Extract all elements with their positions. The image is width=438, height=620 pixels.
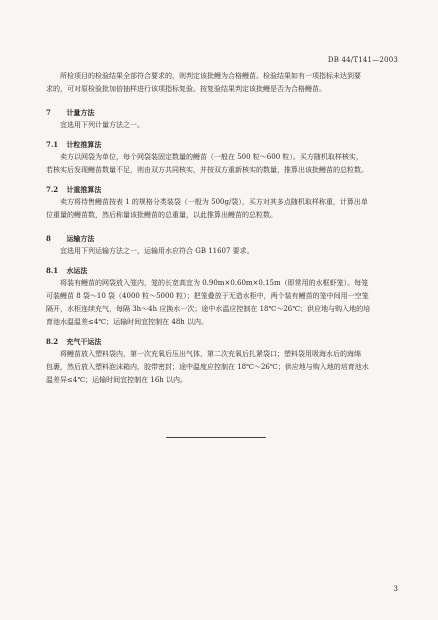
section-8-1-heading [46,264,396,277]
section-title: 计粒推算法 [66,140,102,149]
paragraph-line: 宜选用下列运输方法之一，运输用水应符合 GB 11607 要求。 [60,247,254,255]
paragraph-line: 位重量的鳗苗数，然后称量该批鳗苗的总重量，以此推算出鳗苗的总粒数。 [46,211,277,219]
paragraph-line: 将装有鳗苗的网袋放入笼内，笼的长宽高宜为 0.90m×0.60m×0.15m（即常用的水框虾笼）。每笼 [60,279,369,287]
section-8-heading [46,232,396,245]
section-number: 7.2 [46,185,59,194]
paragraph-line: 可装鳗苗 8 袋～10 袋（4000 粒～5000 粒）；把笼叠放于无造水柜中，两个装有鳗苗的笼中间用一空笼 [46,292,369,300]
document-body [46,70,396,387]
section-number: 8.2 [46,337,59,346]
end-divider [166,437,266,438]
paragraph-line: 隔开，水柜连续充气，每隔 3h～4h 应换水一次；途中水温应控制在 18℃～26℃；供应地与购入地的培 [46,305,371,313]
paragraph-line: 宜选用下列计量方法之一。 [60,121,144,129]
section-7-1-heading [46,138,396,151]
section-number: 8.1 [46,266,59,275]
section-title: 计重推算法 [66,185,102,194]
section-title: 计量方法 [66,108,95,117]
section-title: 水运法 [66,266,88,275]
section-number: 8 [46,234,51,243]
paragraph-line: 将鳗苗放入塑料袋内，第一次充氧后压出气体，第二次充氧后扎紧袋口；塑料袋用吸海水后的海绵 [60,350,361,358]
section-title: 运输方法 [66,234,95,243]
section-title: 充气干运法 [66,337,102,346]
section-7-heading [46,106,396,119]
page-number: 3 [393,585,398,593]
paragraph-line: 所检项目的检验结果全部符合要求的，则判定该批鳗为合格鳗苗。检验结果如有一项指标未达到要 [60,72,361,80]
paragraph-line: 卖方将待售鳗苗按表 1 的规格分类装袋（一般为 500g/袋），买方对其多点随机取样称重，计算出单 [60,198,368,206]
section-7-2-heading [46,183,396,196]
paragraph-line: 包裹，然后放入塑料泡沫箱内，胶带密封；途中温度应控制在 18℃～26℃；供应地与购入地的培育池水 [46,363,369,371]
paragraph-line: 卖方以网袋为单位，每个网袋装固定数量的鳗苗（一般在 500 粒～600 粒）。买方随机取样核实， [60,153,363,161]
section-8-2-heading [46,335,396,348]
section-number: 7 [46,108,51,117]
paragraph-line: 求的，可对原检验批加倍抽样进行该项指标复验。按复验结果判定该批鳗是否为合格鳗苗。 [46,85,326,93]
paragraph-line: 育池水温温差≤4℃；运输时间宜控制在 48h 以内。 [46,318,209,326]
section-number: 7.1 [46,140,59,149]
paragraph-line: 温差异≤4℃；运输时间宜控制在 16h 以内。 [46,376,188,384]
paragraph-line: 若核实后发现鳗苗数量不足，则由双方共同核实，并按双方重新核实的数量，推算出该批鳗苗的总粒数。 [46,166,368,174]
standard-code: DB 44/T141—2003 [327,56,398,64]
